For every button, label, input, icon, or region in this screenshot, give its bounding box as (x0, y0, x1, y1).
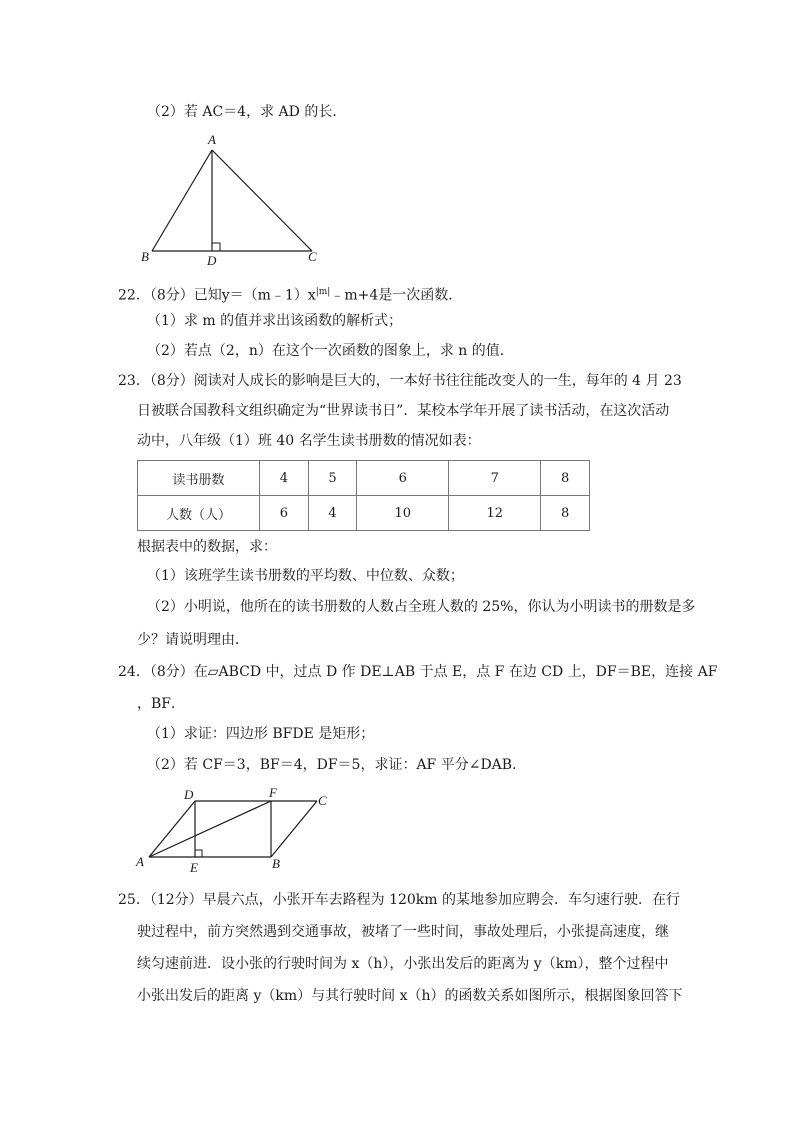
label-A: A (208, 132, 216, 147)
reading-table (137, 460, 590, 531)
table-cell: 7 (449, 461, 541, 496)
q24-part1: （1）求证：四边形 BFDE 是矩形； (147, 726, 375, 742)
q22-part2: （2）若点（2，n）在这个一次函数的图象上，求 n 的值． (147, 343, 514, 359)
table-row (138, 461, 590, 496)
q23-line1: 23．（8分）阅读对人成长的影响是巨大的，一本好书往往能改变人的一生，每年的 4 月 23 (118, 373, 682, 389)
table-cell: 5 (308, 461, 357, 496)
q22-part1: （1）求 m 的值并求出该函数的解析式； (147, 313, 403, 329)
q23-after-table: 根据表中的数据，求： (137, 539, 277, 555)
q23-line2: 日被联合国教科文组织确定为“世界读书日”．某校本学年开展了读书活动，在这次活动 (137, 403, 670, 419)
label-D: D (207, 253, 217, 268)
q22-exponent: |m| (315, 287, 331, 297)
q25-line1: 25．（12分）早晨六点，小张开车去路程为 120km 的某地参加应聘会．车匀速行驶．在行 (118, 892, 681, 908)
label-B: B (272, 856, 280, 871)
q23-part2-line2: 少？请说明理由． (137, 632, 249, 648)
q21-part2: （2）若 AC＝4，求 AD 的长． (147, 104, 347, 120)
q24-line1: 24．（8分）在▱ABCD 中，过点 D 作 DE⊥AB 于点 E，点 F 在边 CD 上，DF＝BE，连接 AF (118, 664, 718, 680)
q22-header-tail: ﹣m+4是一次函数． (330, 287, 463, 304)
table-cell: 12 (449, 496, 541, 531)
label-E: E (190, 860, 198, 874)
q22-header-text: 22．（8分）已知y＝（m﹣1）x (118, 287, 316, 304)
q24-part2: （2）若 CF＝3，BF＝4，DF＝5，求证：AF 平分∠DAB． (147, 757, 527, 773)
q25-line3: 续匀速前进．设小张的行驶时间为 x（h），小张出发后的距离为 y（km），整个过程中 (137, 956, 669, 972)
table-cell: 人数（人） (138, 496, 260, 531)
triangle-figure (136, 130, 336, 268)
table-cell: 6 (260, 496, 309, 531)
table-cell: 6 (357, 461, 449, 496)
q22-header (118, 282, 462, 306)
label-D: D (184, 787, 194, 802)
label-C: C (308, 249, 317, 264)
table-cell: 4 (260, 461, 309, 496)
q25-line2: 驶过程中，前方突然遇到交通事故，被堵了一些时间，事故处理后，小张提高速度，继 (137, 924, 669, 940)
parallelogram-figure (132, 784, 342, 874)
q23-line3: 动中，八年级（1）班 40 名学生读书册数的情况如表： (137, 433, 481, 449)
table-cell: 读书册数 (138, 461, 260, 496)
table-cell: 10 (357, 496, 449, 531)
label-B: B (141, 249, 149, 264)
q23-part1: （1）该班学生读书册数的平均数、中位数、众数； (147, 568, 464, 584)
label-C: C (318, 793, 327, 808)
label-A: A (136, 854, 144, 869)
table-row (138, 496, 590, 531)
q25-line4: 小张出发后的距离 y（km）与其行驶时间 x（h）的函数关系如图所示，根据图象回答下 (137, 988, 683, 1004)
table-cell: 8 (541, 461, 590, 496)
table-cell: 4 (308, 496, 357, 531)
table-cell: 8 (541, 496, 590, 531)
q24-line2: ，BF． (137, 696, 186, 712)
label-F: F (269, 785, 277, 800)
q23-part2-line1: （2）小明说，他所在的读书册数的人数占全班人数的 25%，你认为小明读书的册数是多 (147, 599, 696, 615)
